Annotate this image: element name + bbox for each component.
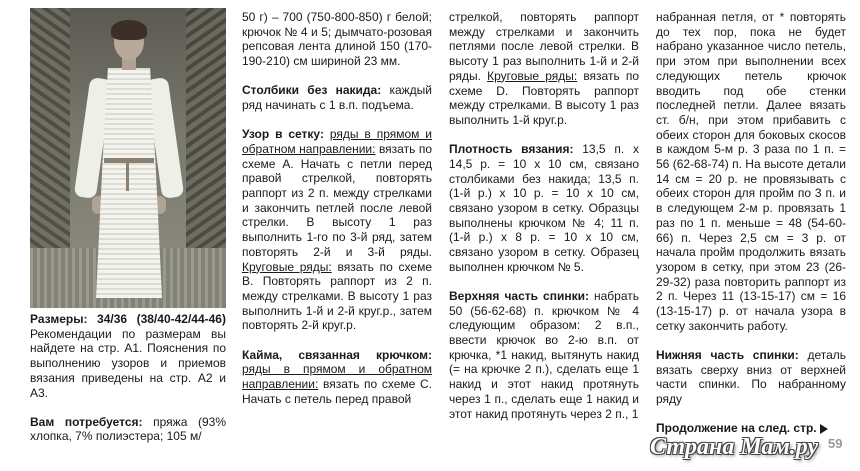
density-paragraph	[449, 142, 639, 274]
border-label: Кайма, связанная крючком:	[242, 347, 432, 362]
materials-continued: 50 г) – 700 (750-800-850) г белой; крючок № 4 и 5; дымчато-розовая репсовая лента длиной 150 (170-190-210) см шириной 23 мм.	[242, 10, 432, 69]
border-paragraph-continued	[449, 10, 639, 128]
photo-ribbon-belt	[104, 158, 154, 163]
column-1	[30, 312, 226, 444]
border-round-text: вязать по схеме D. Повторять раппорт между стрелками. В высоту 1 раз выполнить 1-й круг.р.	[449, 68, 639, 127]
mesh-round-text: вязать по схеме В. Повторять раппорт из 2 п. между стрелками. В высоту 1 раз выполнить 1-й и 2-й круг.р., затем повторять 2-й круг.р.	[242, 259, 432, 333]
page-number: 59	[828, 436, 843, 451]
mesh-text: вязать по схеме А. Начать с петли перед правой стрелкой, повторять раппорт из 2 п. между стрелками и закончить петлей после левой стрелки. В высоту 1 раз выполнить 1-го по 3-й ряд, затем повторять 2-й и 3-й ряды.	[242, 141, 432, 259]
column-2	[242, 10, 432, 406]
materials-label: Вам потребуется:	[30, 414, 143, 429]
border-paragraph	[242, 348, 432, 407]
lower-back-label: Нижняя часть спинки:	[656, 347, 799, 362]
density-label: Плотность вязания:	[449, 142, 574, 157]
sizes-text: Рекомендации по размерам вы найдете на стр. А1. Пояснения по выполнению узоров и приемов вязания приведены на стр. А2 и А3.	[30, 326, 226, 400]
sizes-label: Размеры:	[30, 312, 88, 326]
stitch-text: каждый ряд начинать с 1 в.п. подъема.	[242, 83, 432, 113]
watermark-logo: Страна Мам.ру	[650, 434, 819, 460]
upper-back-continued: набранная петля, от * повторять до тех пор, пока не будет набрано указанное число петель, при этом при выполнении всех следующих петель крючок вводить под обе стенки последней петли. Далее вязать ст. б/н, при этом прибавить с обеих сторон для боковых скосов в каждом 5-м р. 3 раза по 1 п. = 56 (62-68-74) п. На высоте детали 14 см = 20 р. не провязывать с обеих сторон для пройм по 3 п. и в следующем 2-м р. провязать 1 раз по 1 п. меньше = 48 (54-60-66) п. Через 2,5 см = 3 р. от начала пройм продолжить вязать узором в сетку, при этом 23 (26-29-32) раза повторить раппорт из 2 п. Через 11 (13-15-17) см = 16 (13-15-17) р. от начала узора в сетку закончить работу.	[656, 10, 846, 333]
border-rows-label: ряды в прямом и обратном направлении:	[242, 362, 432, 391]
mesh-paragraph	[242, 127, 432, 333]
upper-back-paragraph	[449, 289, 639, 421]
mesh-rows-label: ряды в прямом и обратном направлении:	[242, 127, 432, 156]
density-text: 13,5 п. х 14,5 р. = 10 х 10 см, связано столбиками без накида; 13,5 п. (1-й р.) х 10 р. = 10 х 10 см, связано узором в сетку. Образцы выполнены крючком № 4; 11 п. (1-й р.) х 8 р. = 10 х 10 см, связано узором в сетку. Образец выполнен крючком № 5.	[449, 142, 639, 274]
stitch-paragraph	[242, 83, 432, 112]
mesh-round-label: Круговые ряды:	[242, 259, 332, 274]
upper-back-text: набрать 50 (56-62-68) п. крючком № 4 следующим образом: 2 в.п., ввести крючок во 2-ю в.п. от крючка, *1 накид, вытянуть накид (= на крючке 2 п.), сделать еще 1 накид и этот накид протянуть через 1 п., сделать еще 1 накид и этот накид протянуть через 2 п., 1	[449, 288, 639, 421]
sizes-value: 34/36 (38/40-42/44-46)	[97, 312, 226, 326]
materials-text: пряжа (93% хлопка, 7% полиэстера; 105 м/	[30, 414, 227, 444]
photo-hair	[111, 20, 147, 40]
mesh-label: Узор в сетку:	[242, 127, 324, 142]
lower-back-text: деталь вязать сверху вниз от верхней части спинки. По набранному ряду	[656, 347, 847, 407]
arrow-right-icon	[820, 424, 828, 434]
column-3	[449, 10, 639, 421]
column-4	[656, 10, 846, 436]
upper-back-label: Верхняя часть спинки:	[449, 288, 589, 303]
model-photo	[30, 8, 226, 308]
materials-paragraph	[30, 415, 226, 444]
photo-ribbon-tail	[126, 163, 129, 191]
border-round-label: Круговые ряды:	[487, 68, 578, 83]
stitch-label: Столбики без накида:	[242, 83, 382, 98]
continued-text: Продолжение на след. стр.	[656, 421, 817, 436]
lower-back-paragraph	[656, 348, 846, 407]
border-continued: стрелкой, повторять раппорт между стрелками и закончить петлями после левой стрелки. В высоту 1 раз выполнить 1-й и 2-й ряды.	[449, 10, 639, 83]
border-text: вязать по схеме С. Начать с петель перед правой	[242, 376, 432, 406]
sizes-paragraph	[30, 312, 226, 400]
